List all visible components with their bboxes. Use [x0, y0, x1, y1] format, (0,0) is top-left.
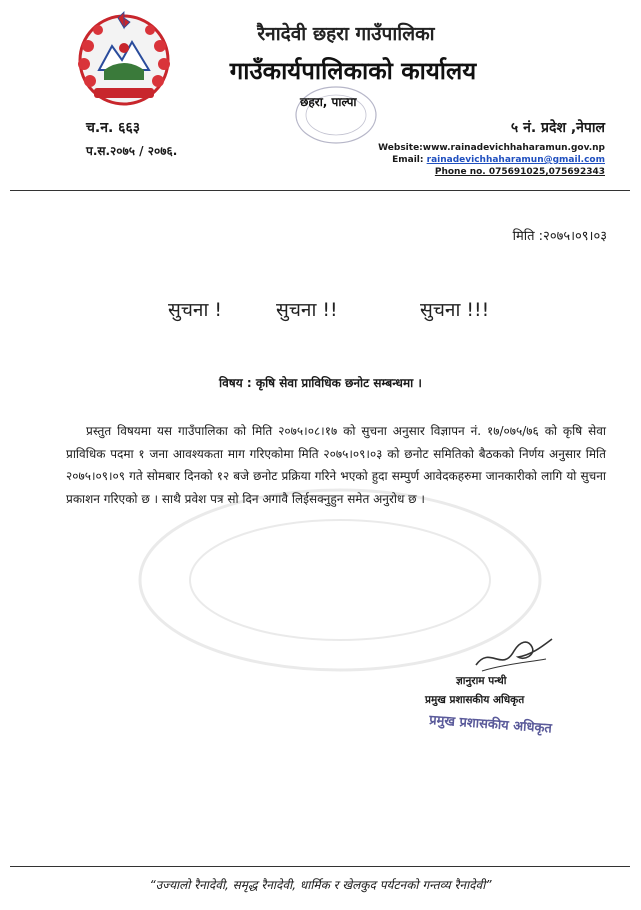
footer-divider — [10, 866, 630, 867]
signatory-title: प्रमुख प्रशासकीय अधिकृत — [425, 694, 525, 706]
email-label: Email: — [392, 155, 424, 165]
notice-body: प्रस्तुत विषयमा यस गाउँपालिका को मिति २०७५।०८।१७ को सुचना अनुसार विज्ञापन नं. १७/०७५/७६ को कृषि सेवा प्राविधिक पदमा १ जना आवश्यकता माग गरिएकोमा मिति २०७५।०९।०३ को छनोट समितिको बैठकको निर्णय अनुसार मिति २०७५।०९।०९ गते सोमबार दिनको १२ बजे छनोट प्रक्रिया गरिने भएको हुदा सम्पुर्ण आवेदकहरुमा जानकारीको लागि यो सुचना प्रकाशन गरिएको छ । साथै प्रवेश पत्र सो दिन अगावै लिईसक्नुहुन समेत अनुरोध छ । — [66, 424, 606, 506]
notice-heading-3: सुचना !!! — [420, 299, 490, 321]
phone-numbers: Phone no. 075691025,075692343 — [434, 167, 605, 177]
nepal-emblem-logo — [74, 8, 174, 108]
office-location: छहरा, पाल्पा — [300, 95, 357, 109]
designation-stamp: प्रमुख प्रशासकीय अधिकृत — [428, 712, 553, 737]
municipality-name: रैनादेवी छहरा गाउँपालिका — [257, 23, 435, 45]
notice-heading-2: सुचना !! — [276, 299, 338, 321]
email-link[interactable]: rainadevichhaharamun@gmail.com — [426, 155, 605, 165]
province-label: ५ नं. प्रदेश ,नेपाल — [510, 120, 605, 136]
website-link[interactable]: Website:www.rainadevichhaharamun.gov.np — [378, 143, 605, 153]
header-divider — [10, 190, 630, 191]
signature-mark — [472, 635, 554, 677]
signatory-name: ज्ञानुराम पन्थी — [456, 675, 507, 687]
fiscal-year: प.स.२०७५ / २०७६. — [86, 144, 178, 158]
document-date: मिति :२०७५।०९।०३ — [512, 229, 607, 244]
office-name: गाउँकार्यपालिकाको कार्यालय — [229, 57, 477, 85]
email-line — [378, 154, 605, 166]
notice-heading-1: सुचना ! — [168, 299, 223, 321]
footer-motto: “उज्यालो रैनादेवी, समृद्ध रैनादेवी, धार्मिक र खेलकुद पर्यटनको गन्तव्य रैनादेवी” — [149, 878, 492, 892]
reference-number: च.न. ६६३ — [86, 120, 141, 136]
contact-block — [378, 142, 605, 178]
subject-line: विषय : कृषि सेवा प्राविधिक छनोट सम्बन्धमा । — [219, 376, 422, 390]
